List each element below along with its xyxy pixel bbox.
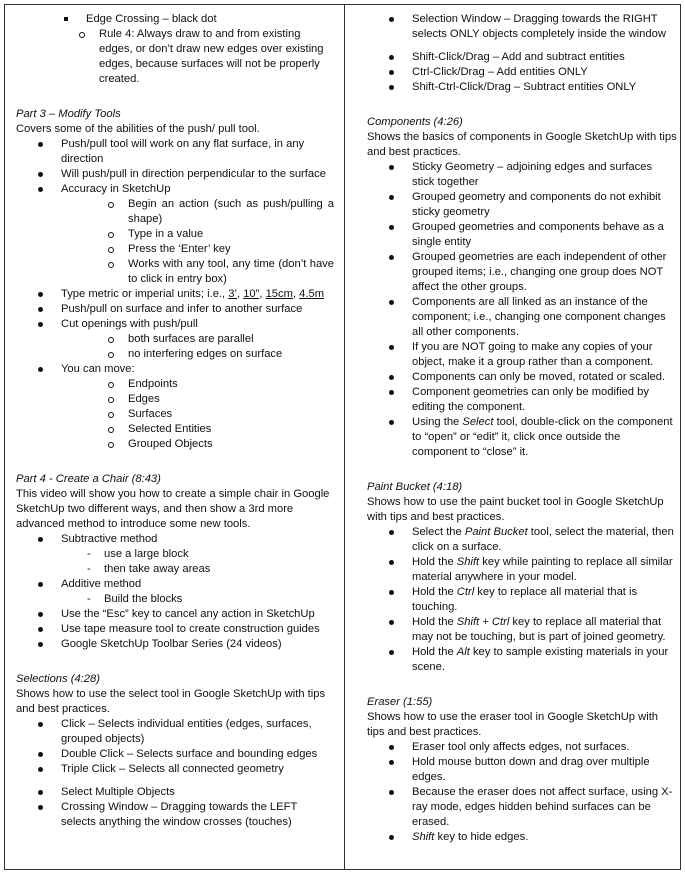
accuracy-label: Accuracy in SketchUp [61,183,171,195]
part4-title-main: Create a Chair (8:43) [55,473,161,485]
list-item: Click – Selects individual entities (edges, surfaces, grouped objects) [16,717,334,747]
list-item [16,362,334,452]
move-sublist [85,377,334,452]
selections-intro: Shows how to use the select tool in Google SketchUp with tips and best practices. [16,688,326,715]
key-name: Shift [412,831,435,843]
list-item: Eraser tool only affects edges, not surfaces. [367,740,677,755]
eraser-intro: Shows how to use the eraser tool in Google SketchUp with tips and best practices. [367,711,659,738]
paint-bucket-intro: Shows how to use the paint bucket tool in Google SketchUp with tips and best practices. [367,496,664,523]
selection-cont-list [367,12,677,42]
list-item: Double Click – Selects surface and bounding edges [16,747,334,762]
list-item: Works with any tool, any time (don’t have to click in entry box) [85,257,334,287]
tool-name: Select [462,416,494,428]
list-item: Push/pull tool will work on any flat surface, in any direction [16,137,334,167]
list-item: Begin an action (such as push/pulling a shape) [85,197,334,227]
units-text: Type metric or imperial units; i.e., [61,288,229,300]
list-item: Shift-Ctrl-Click/Drag – Subtract entities ONLY [367,80,677,95]
additive-sublist [61,592,334,607]
unit-link: 4.5m [299,288,325,300]
unit-link: 10” [243,288,260,300]
part4-intro: This video will show you how to create a simple chair in Google SketchUp two different ways, and then show a 3rd more advanced method to introduce some new tools. [16,488,330,530]
list-item [367,585,677,615]
list-item [16,182,334,287]
paint-bucket-list [367,525,677,675]
eraser-list [367,740,677,845]
sep: , [236,288,244,300]
subtractive-label: Subtractive method [61,533,158,545]
list-item: If you are NOT going to make any copies of your object, make it a group rather than a component. [367,340,677,370]
list-item: Press the ‘Enter’ key [85,242,334,257]
key-name: Alt [456,646,470,658]
list-item: no interfering edges on surface [85,347,334,362]
list-item [16,532,334,577]
eraser-title: Eraser (1:55) [367,696,433,708]
list-item: Endpoints [85,377,334,392]
components-intro: Shows the basics of components in Google SketchUp with tips and best practices. [367,131,677,158]
text: Hold the [412,646,457,658]
text: key to replace all material that may not be touching, but is part of joined geometry. [412,616,666,643]
part4-title-prefix: Part 4 - [16,473,56,485]
accuracy-sublist [85,197,334,287]
text: Hold the [412,556,457,568]
tool-name: Paint Bucket [464,526,528,538]
sep: , [292,288,300,300]
list-item: Hold mouse button down and drag over multiple edges. [367,755,677,785]
part3-title: Part 3 – Modify Tools [16,108,121,120]
list-item: Edge Crossing – black dot [16,12,334,27]
list-item: Surfaces [85,407,334,422]
text: tool, double-click on the component to “open” or “edit” it, click once outside the component to “close” it. [412,416,673,458]
list-item: Grouped geometries and components behave as a single entity [367,220,677,250]
additive-label: Additive method [61,578,142,590]
rule-list [56,27,334,87]
list-item [367,525,677,555]
list-item: Use the “Esc” key to cancel any action in SketchUp [16,607,334,622]
text: key to replace all material that is touching. [412,586,638,613]
right-column [367,12,677,845]
list-item: Type in a value [85,227,334,242]
list-item [16,287,334,302]
text: key to sample existing materials in your scene. [412,646,669,673]
list-item: Selected Entities [85,422,334,437]
text: key to hide edges. [434,831,529,843]
cut-openings-label: Cut openings with push/pull [61,318,198,330]
paint-bucket-title: Paint Bucket (4:18) [367,481,463,493]
list-item: Ctrl-Click/Drag – Add entities ONLY [367,65,677,80]
list-item: - then take away areas [61,562,334,577]
selections-title: Selections (4:28) [16,673,100,685]
part3-list [16,137,334,452]
unit-link: 15cm [265,288,293,300]
selections-list-2 [16,785,334,830]
list-item: Selection Window – Dragging towards the RIGHT selects ONLY objects completely inside the window [367,12,677,42]
list-item [16,317,334,362]
part4-list [16,532,334,652]
list-item: Grouped geometry and components do not exhibit sticky geometry [367,190,677,220]
text: key while painting to replace all similar material anywhere in your model. [412,556,673,583]
list-item: Shift-Click/Drag – Add and subtract entities [367,50,677,65]
subtractive-sublist [61,547,334,577]
left-column [16,12,334,830]
list-item: Because the eraser does not affect surface, using X-ray mode, edges hidden behind surfaces can be erased. [367,785,677,830]
list-item: Grouped geometries are each independent of other grouped items; i.e., changing one group does NOT affect the other groups. [367,250,677,295]
components-title: Components (4:26) [367,116,463,128]
text: Select the [412,526,465,538]
list-item [367,615,677,645]
list-item: both surfaces are parallel [85,332,334,347]
list-item [16,577,334,607]
list-item: Select Multiple Objects [16,785,334,800]
move-label: You can move: [61,363,135,375]
list-item: Grouped Objects [85,437,334,452]
list-item [367,830,677,845]
edge-crossing-list [16,12,334,27]
list-item: Edges [85,392,334,407]
list-item [367,555,677,585]
text: Hold the [412,616,457,628]
list-item: Components are all linked as an instance of the component; i.e., changing one component changes all other components. [367,295,677,340]
list-item: - use a large block [61,547,334,562]
key-name: Ctrl [456,586,475,598]
components-list [367,160,677,460]
list-item: Crossing Window – Dragging towards the LEFT selects anything the window crosses (touches) [16,800,334,830]
selections-list [16,717,334,777]
list-item: Sticky Geometry – adjoining edges and surfaces stick together [367,160,677,190]
text: Using the [412,416,463,428]
sep: , [259,288,266,300]
list-item: Use tape measure tool to create construction guides [16,622,334,637]
part4-title [16,472,334,487]
list-item [367,415,677,460]
list-item: Components can only be moved, rotated or scaled. [367,370,677,385]
unit-link: 3’ [228,288,237,300]
column-divider [344,4,345,870]
list-item: Push/pull on surface and infer to another surface [16,302,334,317]
rule4-item: Rule 4: Always draw to and from existing edges, or don’t draw new edges over existing edges, because surfaces will not be properly created. [56,27,334,87]
list-item [367,645,677,675]
list-item: Google SketchUp Toolbar Series (24 videos) [16,637,334,652]
list-item: - Build the blocks [61,592,334,607]
cut-sublist [85,332,334,362]
list-item: Will push/pull in direction perpendicular to the surface [16,167,334,182]
text: Hold the [412,586,457,598]
selection-cont-list-2 [367,50,677,95]
part3-intro: Covers some of the abilities of the push/ pull tool. [16,123,260,135]
list-item: Triple Click – Selects all connected geometry [16,762,334,777]
key-name: Shift + Ctrl [456,616,510,628]
key-name: Shift [456,556,480,568]
text: tool, select the material, then click on a surface. [412,526,674,553]
list-item: Component geometries can only be modified by editing the component. [367,385,677,415]
